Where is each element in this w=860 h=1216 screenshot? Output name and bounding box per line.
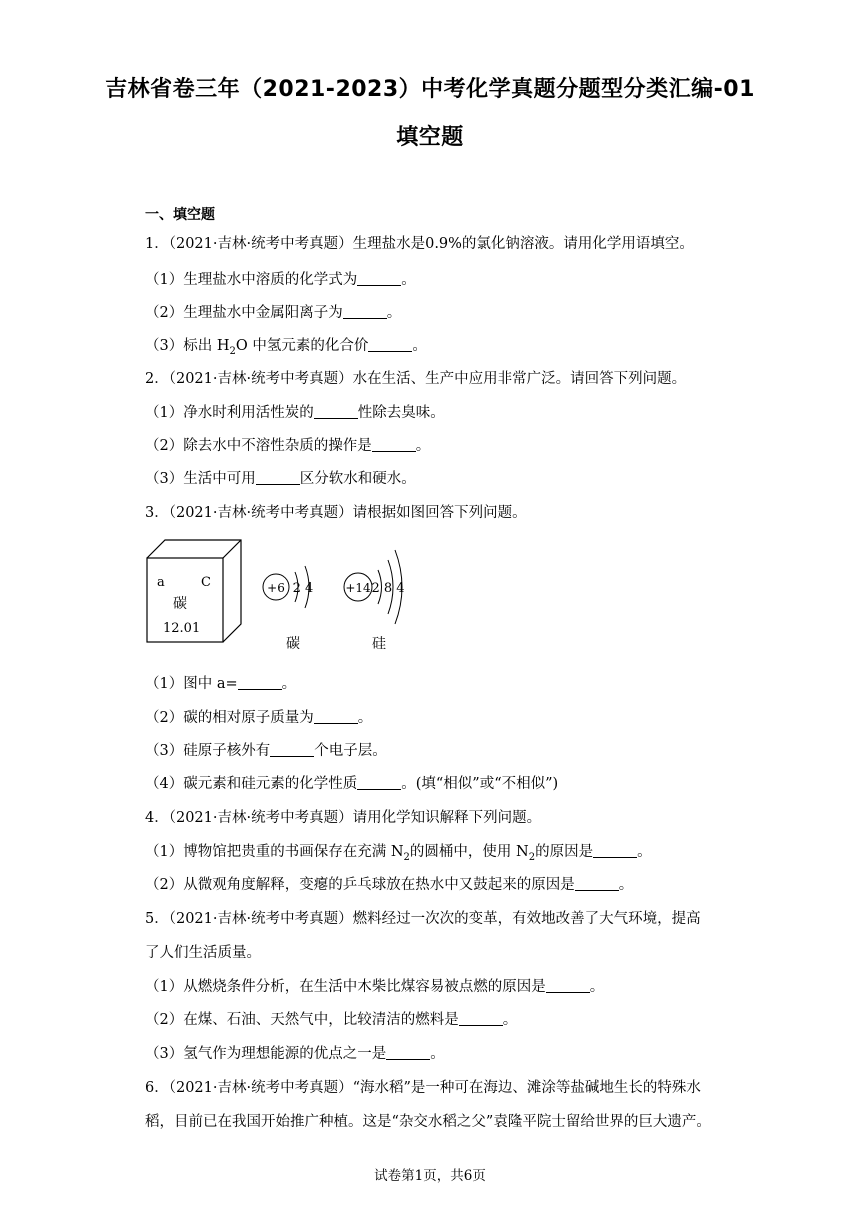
answer-blank[interactable] — [593, 843, 637, 858]
q2-part3: （3）生活中可用 区分软水和硬水。 — [145, 471, 416, 487]
q1-part3: （3）标出 $H_2O$ 中氢元素的化合价 。 — [145, 338, 427, 357]
q2-part2: （2）除去水中不溶性杂质的操作是 。 — [145, 438, 431, 454]
cell-symbol: C — [201, 575, 211, 590]
silicon-atom-diagram — [344, 550, 405, 652]
cell-element-name: 碳 — [173, 596, 187, 612]
q3-part1: （1）图中 a= 。 — [145, 676, 297, 692]
cell-atomic-number: a — [157, 575, 165, 590]
q3-part2: （2）碳的相对原子质量为 。 — [145, 710, 373, 726]
answer-blank[interactable] — [459, 1011, 503, 1026]
carbon-electron-config: 2 4 — [292, 581, 314, 596]
document-title-line2: 填空题 — [396, 125, 464, 150]
answer-blank[interactable] — [314, 404, 358, 419]
q3-stem: 3．（2021·吉林·统考中考真题）请根据如图回答下列问题。 — [145, 505, 527, 521]
q3-part3: （3）硅原子核外有 个电子层。 — [145, 743, 387, 759]
q5-stem-line1: 5．（2021·吉林·统考中考真题）燃料经过一次次的变革，有效地改善了大气环境，提高 — [145, 911, 701, 927]
answer-blank[interactable] — [357, 271, 401, 286]
silicon-label: 硅 — [372, 636, 386, 652]
q6-stem-line1: 6．（2021·吉林·统考中考真题）“海水稻”是一种可在海边、滩涂等盐碱地生长的特殊水 — [145, 1080, 701, 1096]
q1-part2: （2）生理盐水中金属阳离子为 。 — [145, 305, 402, 321]
answer-blank[interactable] — [270, 742, 314, 757]
q2-part1: （1）净水时利用活性炭的 性除去臭味。 — [145, 405, 445, 421]
carbon-atom-diagram — [263, 566, 313, 652]
q5-part1: （1）从燃烧条件分析，在生活中木柴比煤容易被点燃的原因是 。 — [145, 979, 605, 995]
q3-part4: （4）碳元素和硅元素的化学性质 。(填“相似”或“不相似”) — [145, 776, 559, 792]
carbon-nucleus-charge: +6 — [267, 581, 285, 595]
q4-stem: 4．（2021·吉林·统考中考真题）请用化学知识解释下列问题。 — [145, 810, 542, 826]
answer-blank[interactable] — [372, 437, 416, 452]
carbon-label: 碳 — [286, 636, 300, 652]
q1-stem: 1．（2021·吉林·统考中考真题）生理盐水是0.9%的氯化钠溶液。请用化学用语填空。 — [145, 236, 694, 252]
answer-blank[interactable] — [256, 470, 300, 485]
q4-part1: （1）博物馆把贵重的书画保存在充满 $N_2$的圆桶中，使用 $N_2$的原因是 。 — [145, 844, 652, 863]
q1-part1: （1）生理盐水中溶质的化学式为 。 — [145, 272, 416, 288]
page-footer: 试卷第1页，共6页 — [374, 1168, 486, 1184]
answer-blank[interactable] — [314, 709, 358, 724]
atomic-structure-figure — [145, 536, 405, 658]
section-heading: 一、填空题 — [145, 207, 215, 223]
answer-blank[interactable] — [386, 1045, 430, 1060]
cell-atomic-mass: 12.01 — [163, 621, 201, 636]
q4-part2: （2）从微观角度解释，变瘪的乒乓球放在热水中又鼓起来的原因是 。 — [145, 877, 634, 893]
q5-stem-line2: 了人们生活质量。 — [145, 945, 261, 961]
q5-part2: （2）在煤、石油、天然气中，比较清洁的燃料是 。 — [145, 1012, 518, 1028]
answer-blank[interactable] — [343, 304, 387, 319]
silicon-nucleus-charge: +14 — [345, 581, 371, 595]
answer-blank[interactable] — [368, 337, 412, 352]
q2-stem: 2．（2021·吉林·统考中考真题）水在生活、生产中应用非常广泛。请回答下列问题。 — [145, 371, 687, 387]
document-title-line1: 吉林省卷三年（2021-2023）中考化学真题分题型分类汇编-01 — [105, 77, 755, 102]
answer-blank[interactable] — [357, 775, 401, 790]
q6-stem-line2: 稻，目前已在我国开始推广种植。这是“杂交水稻之父”袁隆平院士留给世界的巨大遗产。 — [145, 1114, 711, 1130]
q5-part3: （3）氢气作为理想能源的优点之一是 。 — [145, 1046, 445, 1062]
answer-blank[interactable] — [238, 675, 282, 690]
answer-blank[interactable] — [546, 978, 590, 993]
answer-blank[interactable] — [575, 876, 619, 891]
silicon-electron-config: 2 8 4 — [371, 581, 405, 596]
